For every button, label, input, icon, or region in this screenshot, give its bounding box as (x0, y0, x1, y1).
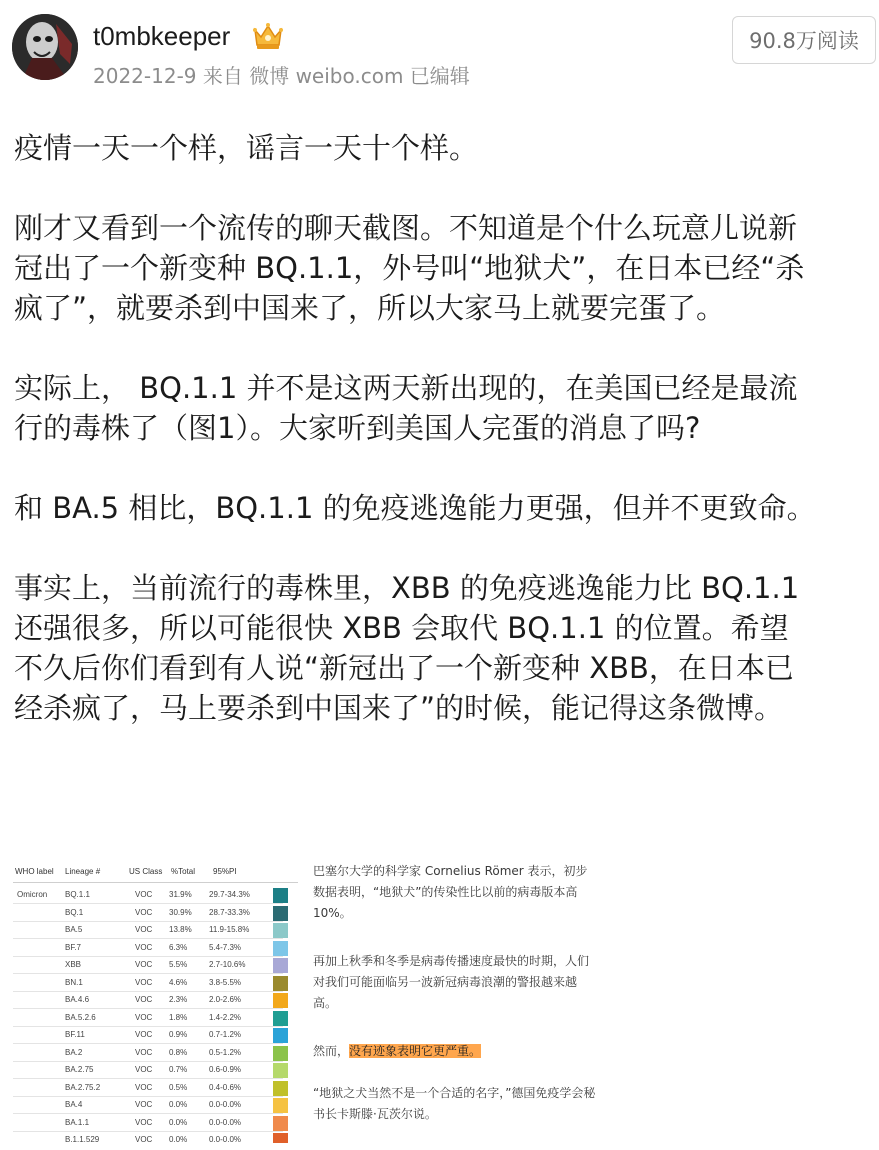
color-swatch (273, 993, 288, 1008)
row-divider (13, 921, 283, 922)
lineage-cell: BA.5 (65, 925, 83, 934)
pi-cell: 0.4-0.6% (209, 1082, 242, 1092)
pi-cell: 11.9-15.8% (209, 925, 250, 934)
class-cell: VOC (135, 1065, 153, 1074)
class-cell: VOC (135, 907, 153, 917)
row-divider (13, 938, 283, 939)
crown-badge-icon (252, 21, 284, 51)
pi-cell: 2.7-10.6% (209, 960, 246, 969)
header-us-class: US Class (129, 867, 163, 876)
pi-cell: 0.0-0.0% (209, 1135, 242, 1143)
total-cell: 4.6% (169, 977, 188, 987)
lineage-cell: BA.2.75.2 (65, 1082, 101, 1092)
paragraph-3: 实际上， BQ.1.1 并不是这两天新出现的，在美国已经是最流 行的毒株了（图1）。大家听到美国人完蛋的消息了吗? (14, 371, 798, 445)
class-cell: VOC (135, 1135, 153, 1143)
total-cell: 30.9% (169, 907, 192, 917)
row-divider (13, 1131, 283, 1132)
excerpt-paragraph-2: 再加上秋季和冬季是病毒传播速度最快的时期，人们对我们可能面临另一波新冠病毒浪潮的警报越来越高。 (313, 954, 590, 1010)
row-divider (13, 903, 283, 904)
pi-cell: 29.7-34.3% (209, 890, 250, 899)
class-cell: VOC (135, 942, 153, 952)
total-cell: 0.7% (169, 1065, 188, 1074)
row-divider (13, 1026, 283, 1027)
row-divider (13, 991, 283, 992)
class-cell: VOC (135, 1100, 153, 1109)
lineage-cell: B.1.1.529 (65, 1135, 100, 1143)
post-image[interactable] (13, 853, 597, 1143)
excerpt-paragraph-1: 巴塞尔大学的科学家 Cornelius Römer 表示，初步数据表明，“地狱犬”的传染性比以前的病毒版本高 10%。 (313, 864, 588, 920)
row-divider (13, 1096, 283, 1097)
row-divider (13, 1113, 283, 1114)
post-meta: 2022-12-9 来自 微博 weibo.com 已编辑 (93, 64, 470, 88)
total-cell: 0.8% (169, 1047, 188, 1057)
color-swatch (273, 1081, 288, 1096)
excerpt-paragraph-3 (313, 1041, 597, 1062)
table-header (13, 860, 298, 883)
color-swatch (273, 1063, 288, 1078)
total-cell: 2.3% (169, 995, 188, 1004)
total-cell: 31.9% (169, 890, 192, 899)
post-body (14, 128, 876, 728)
highlighted-text: 没有迹象表明它更严重。 (349, 1044, 482, 1058)
class-cell: VOC (135, 1047, 153, 1057)
color-swatch (273, 1116, 288, 1131)
total-cell: 0.5% (169, 1082, 188, 1092)
excerpt-prefix: 然而， (313, 1044, 350, 1058)
color-swatch (273, 1028, 288, 1043)
color-swatch (273, 941, 288, 956)
header-total: %Total (171, 867, 196, 876)
lineage-cell: BF.7 (65, 942, 82, 952)
paragraph-4: 和 BA.5 相比，BQ.1.1 的免疫逃逸能力更强，但并不更致命。 (14, 491, 816, 525)
pi-cell: 2.0-2.6% (209, 995, 242, 1004)
paragraph-1: 疫情一天一个样，谣言一天十个样。 (14, 131, 479, 165)
color-swatch (273, 976, 288, 991)
row-divider (13, 1061, 283, 1062)
total-cell: 0.0% (169, 1100, 188, 1109)
pi-cell: 0.7-1.2% (209, 1030, 242, 1039)
avatar[interactable] (12, 14, 78, 80)
total-cell: 6.3% (169, 942, 188, 952)
class-cell: VOC (135, 1030, 153, 1039)
total-cell: 0.0% (169, 1117, 188, 1127)
total-cell: 0.0% (169, 1135, 188, 1143)
row-divider (13, 973, 283, 974)
paragraph-5: 事实上，当前流行的毒株里，XBB 的免疫逃逸能力比 BQ.1.1 还强很多，所以可能很快 XBB 会取代 BQ.1.1 的位置。希望 不久后你们看到有人说“新冠出了一个新变种 XBB，在日本已 经杀疯了，马上要杀到中国来了”的时候，能记得这条微博。 (14, 571, 800, 725)
author-name[interactable]: t0mbkeeper (93, 21, 231, 51)
pi-cell: 0.0-0.0% (209, 1117, 242, 1127)
pi-cell: 28.7-33.3% (209, 907, 250, 917)
pi-cell: 0.0-0.0% (209, 1100, 242, 1109)
lineage-cell: BA.1.1 (65, 1117, 90, 1127)
row-divider (13, 956, 283, 957)
lineage-cell: BF.11 (65, 1030, 85, 1039)
class-cell: VOC (135, 925, 153, 934)
color-swatch (273, 1098, 288, 1113)
color-swatch (273, 923, 288, 938)
color-swatch (273, 1046, 288, 1061)
color-swatch (273, 1011, 288, 1026)
lineage-cell: BA.2.75 (65, 1065, 94, 1074)
total-cell: 5.5% (169, 960, 188, 969)
paragraph-2: 刚才又看到一个流传的聊天截图。不知道是个什么玩意儿说新 冠出了一个新变种 BQ.1.1，外号叫“地狱犬”，在日本已经“杀 疯了”，就要杀到中国来了，所以大家马上就要完蛋了。 (14, 211, 805, 325)
variant-table (13, 860, 298, 1143)
total-cell: 0.9% (169, 1030, 188, 1039)
row-divider (13, 1043, 283, 1044)
lineage-cell: XBB (65, 960, 82, 969)
read-count-button[interactable]: 90.8万阅读 (732, 16, 876, 64)
header-pi: 95%PI (213, 867, 237, 876)
who-label-cell: Omicron (17, 890, 48, 899)
lineage-cell: BN.1 (65, 977, 83, 987)
article-excerpt (313, 853, 597, 1143)
total-cell: 1.8% (169, 1012, 188, 1022)
pi-cell: 5.4-7.3% (209, 942, 242, 952)
row-divider (13, 1008, 283, 1009)
lineage-cell: BA.2 (65, 1047, 83, 1057)
lineage-cell: BA.4 (65, 1100, 83, 1109)
color-swatch (273, 1133, 288, 1143)
class-cell: VOC (135, 1117, 153, 1127)
header-lineage: Lineage # (65, 867, 101, 876)
pi-cell: 0.6-0.9% (209, 1065, 242, 1074)
lineage-cell: BQ.1.1 (65, 890, 90, 899)
color-swatch (273, 906, 288, 921)
row-divider (13, 1078, 283, 1079)
header-who-label: WHO label (15, 867, 54, 876)
excerpt-paragraph-4: “地狱之犬当然不是一个合适的名字，”德国免疫学会秘书长卡斯滕·瓦茨尔说。 (313, 1086, 596, 1121)
lineage-cell: BA.5.2.6 (65, 1012, 96, 1022)
color-swatch (273, 888, 288, 903)
class-cell: VOC (135, 977, 153, 987)
class-cell: VOC (135, 1082, 153, 1092)
class-cell: VOC (135, 1012, 153, 1022)
pi-cell: 0.5-1.2% (209, 1047, 242, 1057)
color-swatch (273, 958, 288, 973)
pi-cell: 1.4-2.2% (209, 1012, 242, 1022)
class-cell: VOC (135, 995, 153, 1004)
class-cell: VOC (135, 890, 153, 899)
lineage-cell: BQ.1 (65, 907, 84, 917)
class-cell: VOC (135, 960, 153, 969)
total-cell: 13.8% (169, 925, 192, 934)
lineage-cell: BA.4.6 (65, 995, 90, 1004)
pi-cell: 3.8-5.5% (209, 977, 242, 987)
